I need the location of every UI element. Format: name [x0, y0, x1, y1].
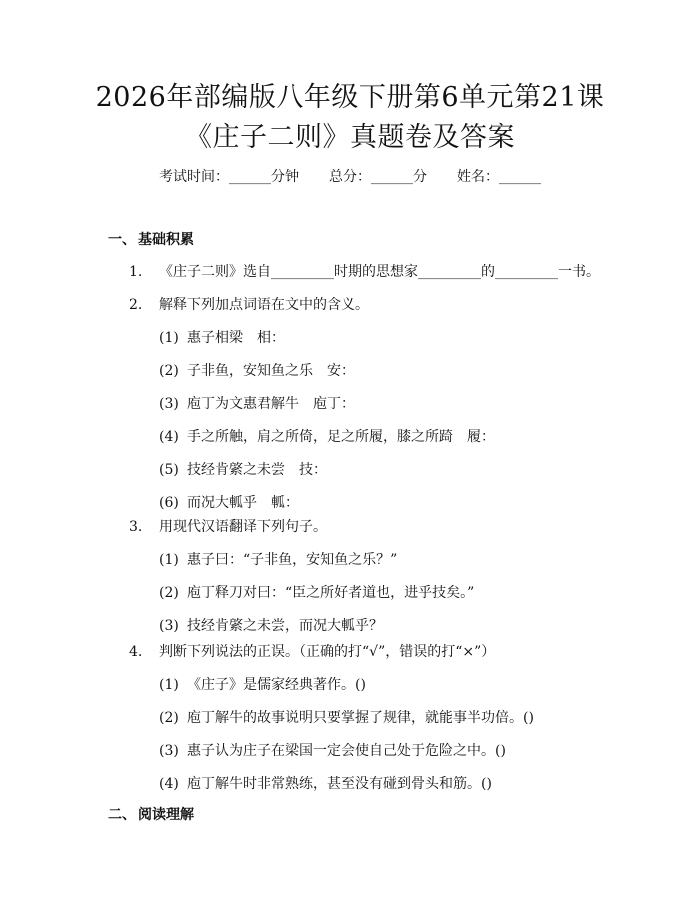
question-number: 4.	[129, 644, 143, 660]
exam-time-field: 考试时间：______分钟	[159, 169, 299, 185]
section-heading	[108, 230, 194, 250]
question-text: 《庄子二则》选自_________时期的思想家_________的_________一书。	[159, 264, 600, 280]
item-term: 技：	[299, 462, 327, 478]
item-text: 庖丁为文惠君解牛	[187, 396, 299, 412]
item-text: 惠子相梁	[187, 330, 243, 346]
question-4-item-1	[159, 675, 366, 695]
question-3-item-1	[159, 550, 397, 570]
item-number: (2)	[159, 710, 179, 726]
question-2-item-5	[159, 460, 327, 480]
item-text: 子非鱼，安知鱼之乐	[187, 363, 313, 379]
question-number: 1.	[129, 264, 143, 280]
section-number: 一、	[108, 232, 136, 248]
question-4-item-4	[159, 774, 492, 794]
item-number: (1)	[159, 677, 179, 693]
item-text: 技经肯綮之未尝，而况大軱乎？	[187, 618, 383, 634]
total-score-field: 总分：______分	[329, 169, 427, 185]
question-4-item-2	[159, 708, 534, 728]
name-field: 姓名：______	[457, 169, 541, 185]
exam-info	[0, 167, 700, 187]
question-2-item-1	[159, 328, 285, 348]
item-number: (3)	[159, 396, 179, 412]
item-text: 庖丁解牛时非常熟练，甚至没有碰到骨头和筋。()	[187, 776, 492, 792]
question-number: 2.	[129, 297, 143, 313]
item-number: (2)	[159, 363, 179, 379]
item-term: 履：	[467, 429, 495, 445]
item-term: 相：	[257, 330, 285, 346]
question-2-item-3	[159, 394, 355, 414]
item-number: (4)	[159, 776, 179, 792]
item-term: 軱：	[271, 495, 299, 511]
item-text: 惠子认为庄子在梁国一定会使自己处于危险之中。()	[187, 743, 506, 759]
item-number: (4)	[159, 429, 179, 445]
question-2	[129, 295, 369, 315]
document-title-line-1: 2026年部编版八年级下册第6单元第21课	[95, 82, 605, 113]
item-number: (3)	[159, 743, 179, 759]
question-text: 解释下列加点词语在文中的含义。	[159, 297, 369, 313]
question-3	[129, 517, 327, 537]
item-term: 庖丁：	[313, 396, 355, 412]
item-text: 《庄子》是儒家经典著作。()	[187, 677, 366, 693]
item-term: 安：	[327, 363, 355, 379]
document-title-line-2: 《庄子二则》真题卷及答案	[185, 122, 515, 153]
section-title: 基础积累	[138, 232, 194, 248]
item-number: (6)	[159, 495, 179, 511]
question-1	[129, 262, 600, 282]
question-4	[129, 642, 495, 662]
section-number: 二、	[108, 807, 136, 823]
section-heading	[108, 805, 194, 825]
item-text: 庖丁解牛的故事说明只要掌握了规律，就能事半功倍。()	[187, 710, 534, 726]
question-text: 判断下列说法的正误。（正确的打“√”，错误的打“×”）	[159, 644, 496, 660]
item-text: 惠子曰：“子非鱼，安知鱼之乐？”	[187, 552, 398, 568]
question-2-item-2	[159, 361, 355, 381]
item-text: 技经肯綮之未尝	[187, 462, 285, 478]
section-title: 阅读理解	[138, 807, 194, 823]
question-4-item-3	[159, 741, 506, 761]
question-3-item-3	[159, 616, 383, 636]
question-3-item-2	[159, 583, 474, 603]
item-number: (2)	[159, 585, 179, 601]
question-number: 3.	[129, 519, 143, 535]
item-text: 而况大軱乎	[187, 495, 257, 511]
question-2-item-6	[159, 493, 299, 513]
item-number: (3)	[159, 618, 179, 634]
item-text: 庖丁释刀对曰：“臣之所好者道也，进乎技矣。”	[187, 585, 475, 601]
item-number: (1)	[159, 552, 179, 568]
question-text: 用现代汉语翻译下列句子。	[159, 519, 327, 535]
item-number: (5)	[159, 462, 179, 478]
item-text: 手之所触，肩之所倚，足之所履，膝之所踦	[187, 429, 453, 445]
question-2-item-4	[159, 427, 495, 447]
item-number: (1)	[159, 330, 179, 346]
